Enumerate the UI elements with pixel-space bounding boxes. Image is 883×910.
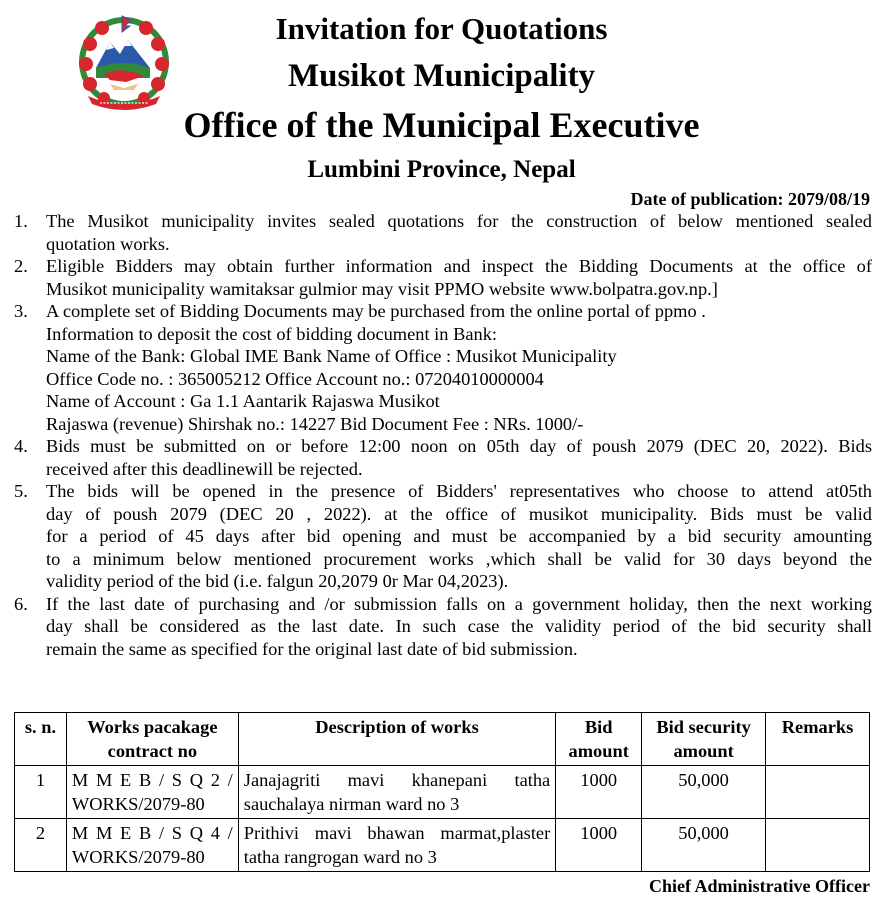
notice-item [10,480,872,593]
serial-number-cell: 1 [15,766,67,819]
item-line: for a period of 45 days after bid opening and must be accompanied by a bid security amounting [46,526,872,546]
column-header: Works pacakage contract no [66,713,238,766]
item-number: 3. [14,301,28,321]
description-line: Janajagriti mavi khanepani tatha [243,770,551,790]
item-line: Name of Account : Ga 1.1 Aantarik Rajaswa Musikot [46,391,440,411]
description-line: Prithivi mavi bhawan marmat,plaster [243,823,551,843]
bid-security-cell: 50,000 [642,766,766,819]
remarks-cell [766,766,870,819]
contract-line: M M E B / S Q 2 / [71,770,233,790]
item-line: Office Code no. : 365005212 Office Account no.: 07204010000004 [46,368,544,389]
item-line: day of poush 2079 (DEC 20 , 2022). at the office of musikot municipality. Bids must be valid [46,503,872,524]
bid-security-cell: 50,000 [642,819,766,872]
header [0,0,883,190]
item-number: 6. [14,593,28,614]
table-row [15,766,870,819]
item-number: 2. [14,256,28,276]
item-line: Musikot municipality wamitaksar gulmior may visit PPMO website www.bolpatra.gov.np.] [46,278,718,299]
item-line: Name of the Bank: Global IME Bank Name of Office : Musikot Municipality [46,346,617,366]
document-title: Invitation for Quotations [275,11,608,46]
bid-amount-cell: 1000 [556,819,642,872]
column-header: s. n. [15,713,67,766]
notice-item [10,255,872,300]
description-line: tatha rangrogan ward no 3 [243,847,437,867]
item-line: Eligible Bidders may obtain further information and inspect the Bidding Documents at the office of [46,256,872,276]
item-line: A complete set of Bidding Documents may be purchased from the online portal of ppmo . [46,301,706,321]
item-line: to a minimum below mentioned procurement works ,which shall be valid for 30 days beyond the [46,548,872,569]
contract-number-cell [66,819,238,872]
item-line: Rajaswa (revenue) Shirshak no.: 14227 Bid Document Fee : NRs. 1000/- [46,413,584,434]
description-cell [238,819,555,872]
contract-line: WORKS/2079-80 [71,847,205,867]
contract-line: M M E B / S Q 4 / [71,823,233,843]
notice-items [10,210,872,660]
item-line: quotation works. [46,233,170,254]
item-line: validity period of the bid (i.e. falgun 20,2079 0r Mar 04,2023). [46,571,509,591]
item-line: Information to deposit the cost of bidding document in Bank: [46,323,498,344]
contract-line: WORKS/2079-80 [71,794,205,814]
column-header: Remarks [766,713,870,766]
notice-item [10,593,872,661]
signature-title: Chief Administrative Officer [649,876,870,896]
column-header: Bid security amount [642,713,766,766]
province-name: Lumbini Province, Nepal [307,156,576,183]
item-line: day shall be considered as the last date. In such case the validity period of the bid security shall [46,616,872,636]
serial-number-cell: 2 [15,819,67,872]
item-line: received after this deadlinewill be rejected. [46,458,363,479]
office-name: Office of the Municipal Executive [183,105,700,145]
contract-number-cell [66,766,238,819]
municipality-name: Musikot Municipality [287,58,596,94]
item-number: 5. [14,481,28,501]
notice-item [10,300,872,435]
column-header: Description of works [238,713,555,766]
item-line: remain the same as specified for the original last date of bid submission. [46,638,578,659]
bid-amount-cell: 1000 [556,766,642,819]
column-header: Bid amount [556,713,642,766]
notice-item [10,435,872,480]
notice-item [10,210,872,255]
table-header-row [15,713,870,766]
item-line: Bids must be submitted on or before 12:00 noon on 05th day of poush 2079 (DEC 20, 2022). Bids [46,436,872,456]
publication-date: Date of publication: 2079/08/19 [630,189,870,209]
item-number: 4. [14,436,28,456]
description-cell [238,766,555,819]
works-table [14,712,870,872]
table-row [15,819,870,872]
description-line: sauchalaya nirman ward no 3 [243,794,460,814]
item-line: If the last date of purchasing and /or submission falls on a government holiday, then the next working [46,593,872,614]
remarks-cell [766,819,870,872]
item-line: The Musikot municipality invites sealed quotations for the construction of below mentioned sealed [46,211,872,231]
item-number: 1. [14,211,28,231]
item-line: The bids will be opened in the presence of Bidders' representatives who choose to attend at05th [46,481,872,501]
